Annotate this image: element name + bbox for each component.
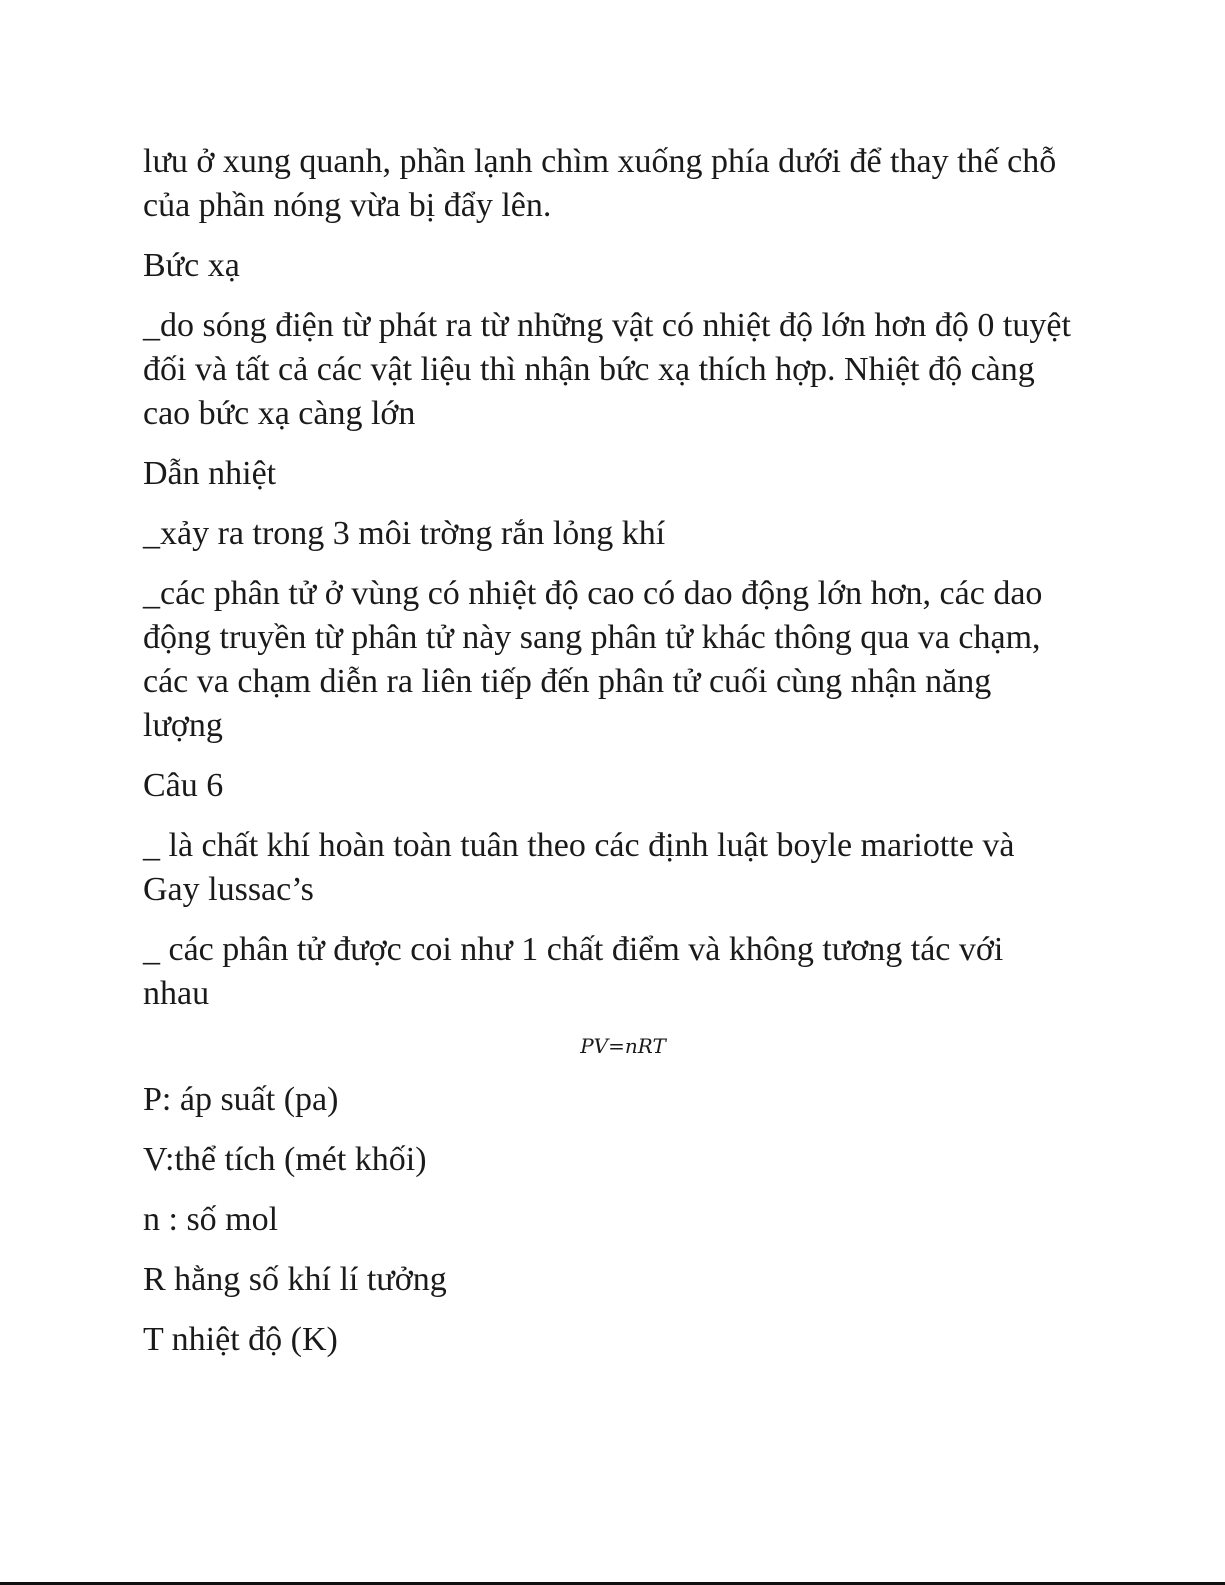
paragraph-conduction-media: _xảy ra trong 3 môi trờng rắn lỏng khí bbox=[143, 515, 666, 552]
paragraph-convection-continuation: lưu ở xung quanh, phần lạnh chìm xuống phía dưới để thay thế chỗ của phần nóng vừa bị đẩy lên. bbox=[143, 143, 1057, 224]
definition-volume: V:thể tích (mét khối) bbox=[143, 1141, 427, 1178]
paragraph-ideal-gas-particles: _ các phân tử được coi như 1 chất điểm và không tương tác với nhau bbox=[143, 931, 1004, 1012]
ideal-gas-formula: PV=nRT bbox=[580, 1034, 666, 1058]
definition-moles: n : số mol bbox=[143, 1201, 279, 1238]
document-body bbox=[143, 140, 1073, 1378]
paragraph-radiation: _do sóng điện từ phát ra từ những vật có nhiệt độ lớn hơn độ 0 tuyệt đối và tất cả các vật liệu thì nhận bức xạ thích hợp. Nhiệt độ càng cao bức xạ càng lớn bbox=[143, 307, 1071, 432]
heading-conduction: Dẫn nhiệt bbox=[143, 455, 277, 492]
heading-question-6: Câu 6 bbox=[143, 767, 224, 804]
heading-radiation: Bức xạ bbox=[143, 247, 240, 284]
paragraph-ideal-gas-laws: _ là chất khí hoàn toàn tuân theo các định luật boyle mariotte và Gay lussac’s bbox=[143, 827, 1015, 908]
definition-pressure: P: áp suất (pa) bbox=[143, 1081, 339, 1118]
definition-gas-constant: R hằng số khí lí tưởng bbox=[143, 1261, 447, 1298]
paragraph-conduction-mechanism: _các phân tử ở vùng có nhiệt độ cao có dao động lớn hơn, các dao động truyền từ phân tử này sang phân tử khác thông qua va chạm, các va chạm diễn ra liên tiếp đến phân tử cuối cùng nhận năng lượng bbox=[143, 575, 1043, 744]
definition-temperature: T nhiệt độ (K) bbox=[143, 1321, 338, 1358]
